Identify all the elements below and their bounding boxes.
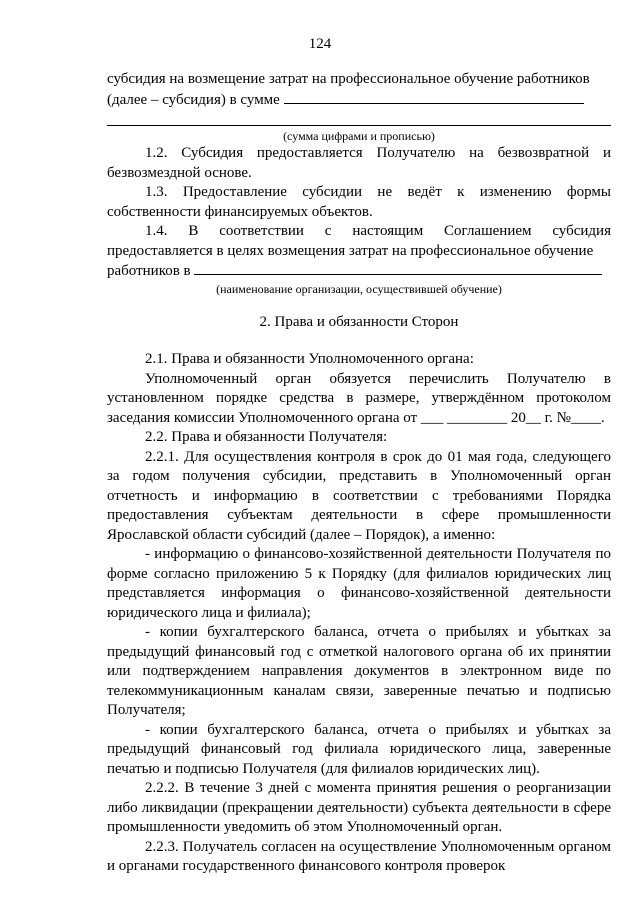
page-number: 124	[308, 36, 332, 52]
paragraph-1-3: 1.3. Предоставление субсидии не ведёт к изменению формы собственности финансируемых объектов.	[107, 184, 611, 220]
intro-line-1: субсидия на возмещение затрат на профессиональное обучение работников	[107, 71, 590, 87]
organization-blank	[194, 261, 602, 275]
intro-line-2-text: (далее – субсидия) в сумме	[107, 91, 280, 108]
sum-caption: (сумма цифрами и прописью)	[283, 129, 435, 143]
document-body	[107, 70, 611, 877]
paragraph-2-2-1: 2.2.1. Для осуществления контроля в срок до 01 мая года, следующего за годом получения субсидии, представить в Уполномоченный орган отчетность и информацию в соответствии с требованиями Порядка предоставления субъектам деятельности в сфере промышленности Ярославской области субсидий (далее – Порядок), а именно:	[107, 448, 611, 543]
list-item-2: - копии бухгалтерского баланса, отчета о прибылях и убытках за предыдущий финансовый год с отметкой налогового органа об их принятии или подтверждением направления документов в электронном виде по телекоммуникационным каналам связи, заверенные печатью и подписью Получателя;	[107, 624, 611, 718]
organization-caption: (наименование организации, осуществившей обучение)	[216, 281, 502, 296]
paragraph-1-4: 1.4. В соответствии с настоящим Соглашением субсидия предоставляется в целях возмещения затрат на профессиональное обучение	[107, 223, 611, 259]
paragraph-1-4-tail	[107, 261, 611, 282]
intro-line-2	[107, 90, 611, 111]
paragraph-2-2-2: 2.2.2. В течение 3 дней с момента принятия решения о реорганизации либо ликвидации (прекращении деятельности) субъекта деятельности в сфере промышленности уведомить об этом Уполномоченный орган.	[107, 780, 611, 835]
paragraph-2-1-text: Уполномоченный орган обязуется перечислить Получателю в установленном порядке средства в размере, утверждённом протоколом заседания комиссии Уполномоченного органа от ___ ________ 20__ г. №____.	[107, 370, 611, 426]
list-item-1: - информацию о финансово-хозяйственной деятельности Получателя по форме согласно приложению 5 к Порядку (для филиалов юридических лиц представляется информация о финансово-хозяйственной деятельности юридического лица и филиала);	[107, 546, 611, 621]
paragraph-2-2-3: 2.2.3. Получатель согласен на осуществление Уполномоченным органом и органами государственного финансового контроля проверок	[107, 838, 611, 874]
list-item-3: - копии бухгалтерского баланса, отчета о прибылях и убытках за предыдущий финансовый год филиала юридического лица, заверенные печатью и подписью Получателя (для филиалов юридических лиц).	[107, 721, 611, 777]
paragraph-1-4-tail-text: работников в	[107, 263, 191, 279]
paragraph-2-1: 2.1. Права и обязанности Уполномоченного органа:	[145, 351, 474, 367]
sum-blank	[284, 90, 584, 104]
paragraph-1-2: 1.2. Субсидия предоставляется Получателю на безвозвратной и безвозмездной основе.	[107, 145, 611, 181]
sum-blank-full-line	[107, 110, 611, 126]
section-2-heading: 2. Права и обязанности Сторон	[259, 313, 459, 330]
paragraph-2-2: 2.2. Права и обязанности Получателя:	[145, 429, 388, 445]
